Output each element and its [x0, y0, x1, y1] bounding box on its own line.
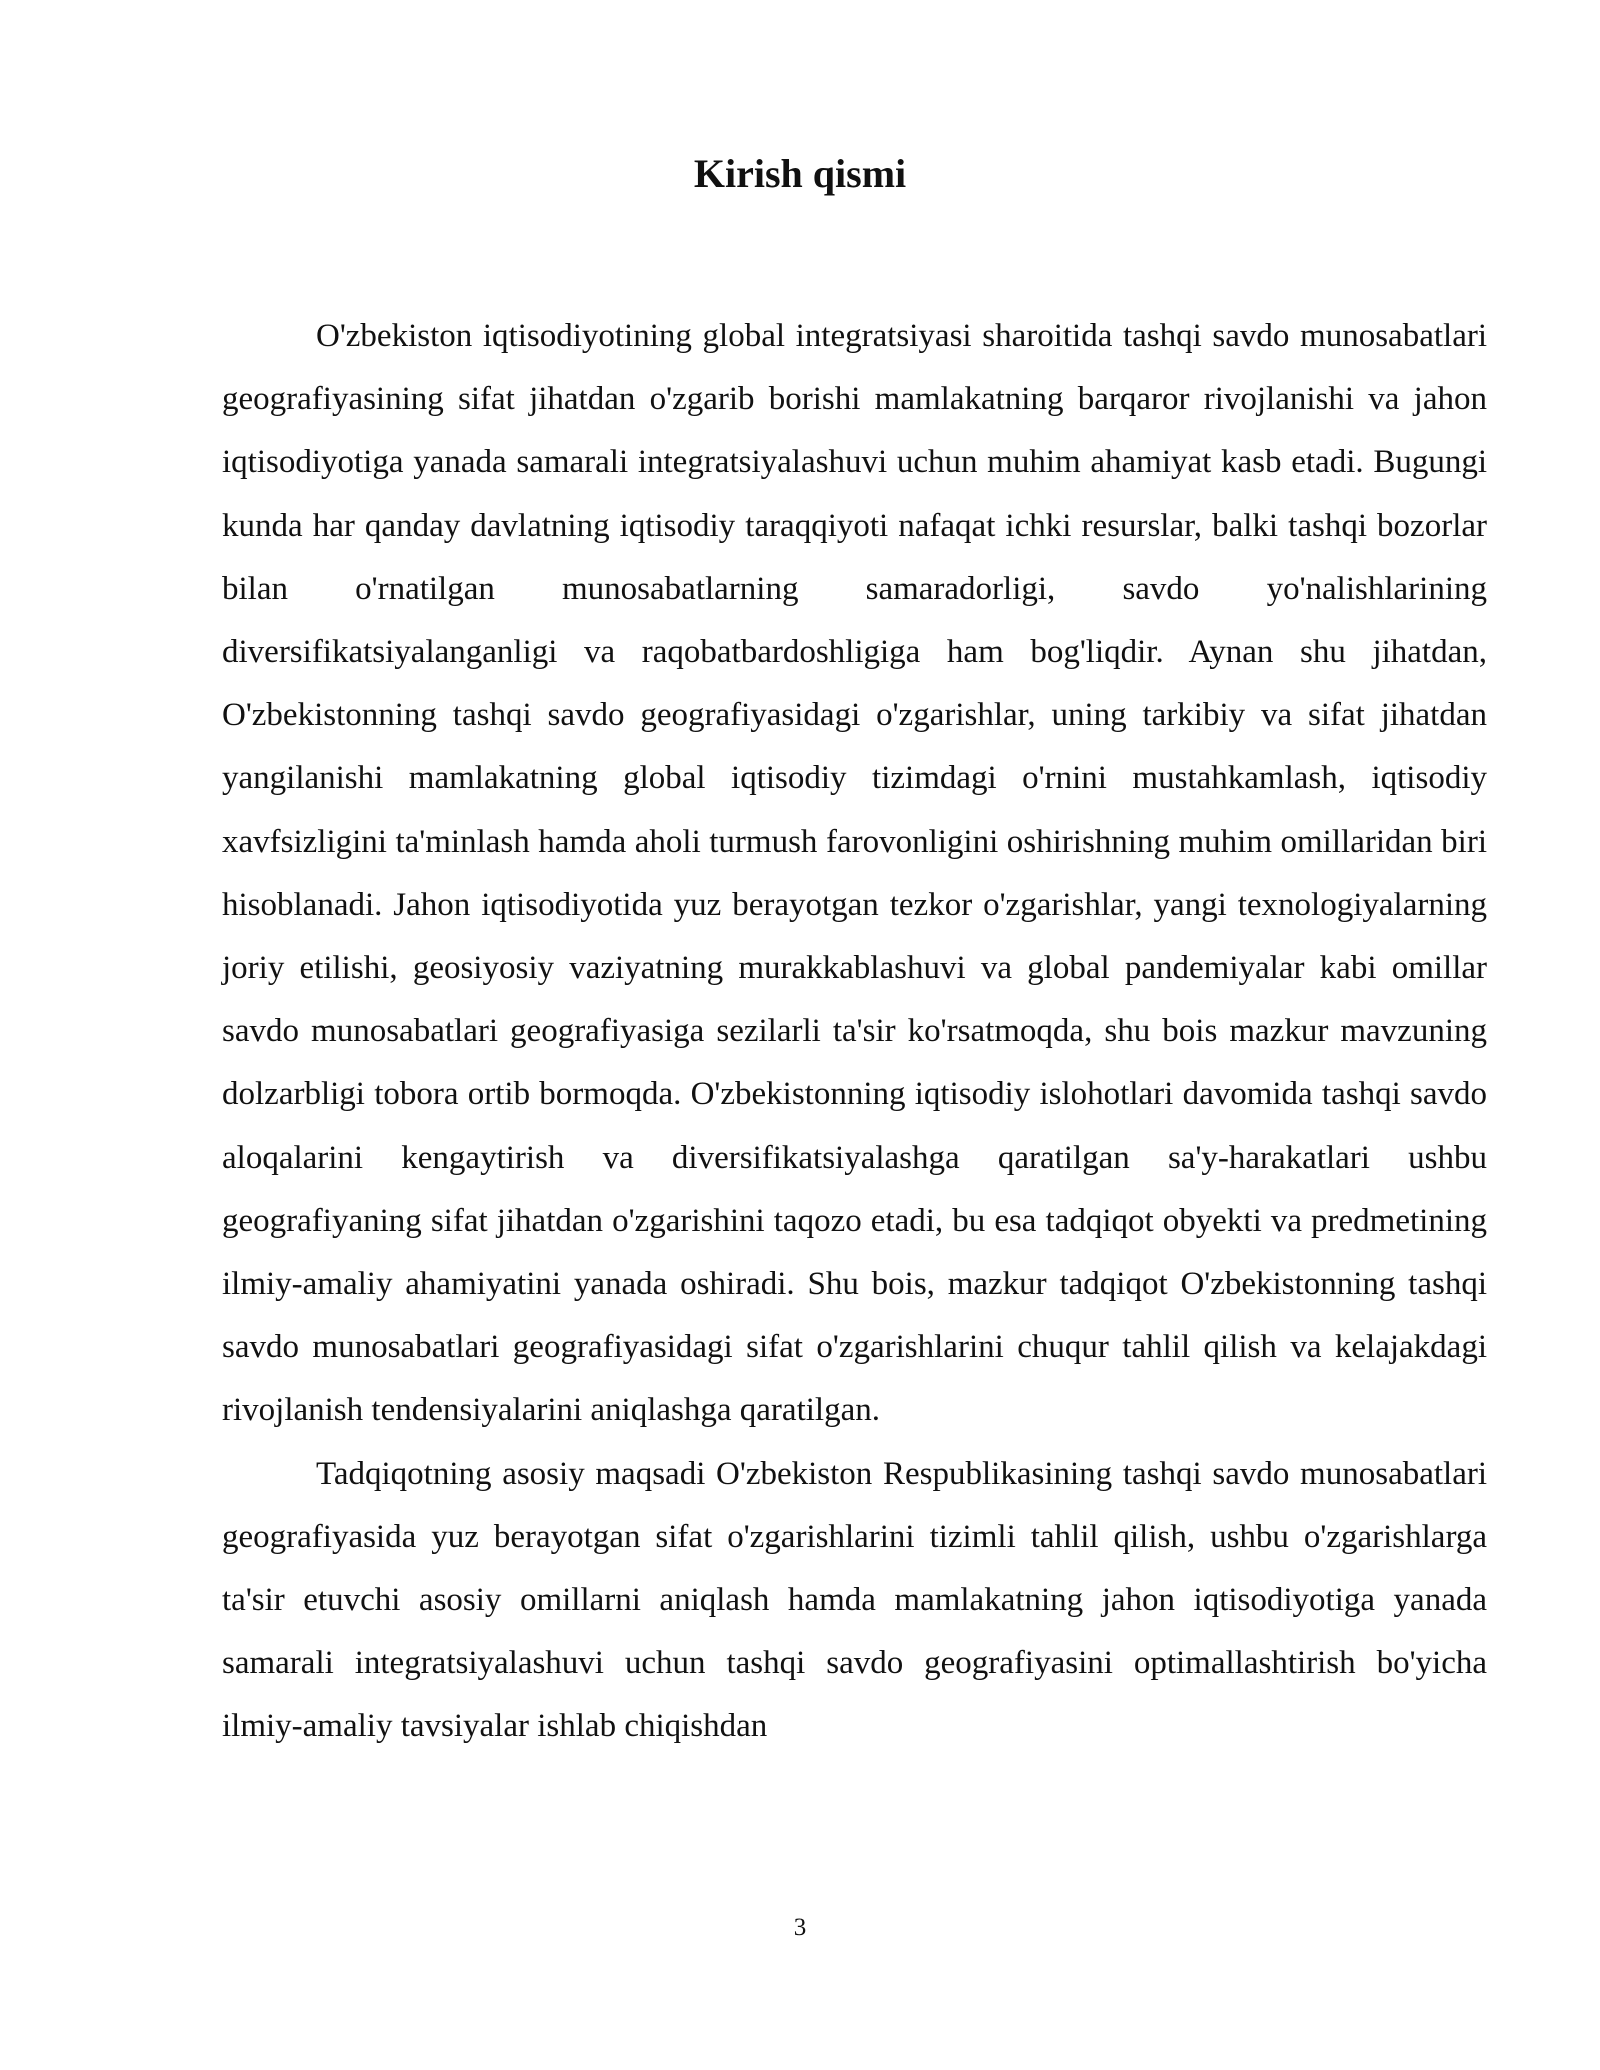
document-body [222, 305, 1487, 1759]
paragraph-1: O'zbekiston iqtisodiyotining global integratsiyasi sharoitida tashqi savdo munosabatlari geografiyasining sifat jihatdan o'zgarib borishi mamlakatning barqaror rivojlanishi va jahon iqtisodiyotiga yanada samarali integratsiyalashuvi uchun muhim ahamiyat kasb etadi. Bugungi kunda har qanday davlatning iqtisodiy taraqqiyoti nafaqat ichki resurslar, balki tashqi bozorlar bilan o'rnatilgan munosabatlarning samaradorligi, savdo yo'nalishlarining diversifikatsiyalanganligi va raqobatbardoshligiga ham bog'liqdir. Aynan shu jihatdan, O'zbekistonning tashqi savdo geografiyasidagi o'zgarishlar, uning tarkibiy va sifat jihatdan yangilanishi mamlakatning global iqtisodiy tizimdagi o'rnini mustahkamlash, iqtisodiy xavfsizligini ta'minlash hamda aholi turmush farovonligini oshirishning muhim omillaridan biri hisoblanadi. Jahon iqtisodiyotida yuz berayotgan tezkor o'zgarishlar, yangi texnologiyalarning joriy etilishi, geosiyosiy vaziyatning murakkablashuvi va global pandemiyalar kabi omillar savdo munosabatlari geografiyasiga sezilarli ta'sir ko'rsatmoqda, shu bois mazkur mavzuning dolzarbligi tobora ortib bormoqda. O'zbekistonning iqtisodiy islohotlari davomida tashqi savdo aloqalarini kengaytirish va diversifikatsiyalashga qaratilgan sa'y-harakatlari ushbu geografiyaning sifat jihatdan o'zgarishini taqozo etadi, bu esa tadqiqot obyekti va predmetining ilmiy-amaliy ahamiyatini yanada oshiradi. Shu bois, mazkur tadqiqot O'zbekistonning tashqi savdo munosabatlari geografiyasidagi sifat o'zgarishlarini chuqur tahlil qilish va kelajakdagi rivojlanish tendensiyalarini aniqlashga qaratilgan. [222, 318, 1487, 1429]
page-number: 3 [793, 1914, 807, 1941]
page-title: Kirish qismi [693, 151, 907, 196]
paragraph-2: Tadqiqotning asosiy maqsadi O'zbekiston Respublikasining tashqi savdo munosabatlari geografiyasida yuz berayotgan sifat o'zgarishlarini tizimli tahlil qilish, ushbu o'zgarishlarga ta'sir etuvchi asosiy omillarni aniqlash hamda mamlakatning jahon iqtisodiyotiga yanada samarali integratsiyalashuvi uchun tashqi savdo geografiyasini optimallashtirish bo'yicha ilmiy-amaliy tavsiyalar ishlab chiqishdan [222, 1455, 1487, 1745]
